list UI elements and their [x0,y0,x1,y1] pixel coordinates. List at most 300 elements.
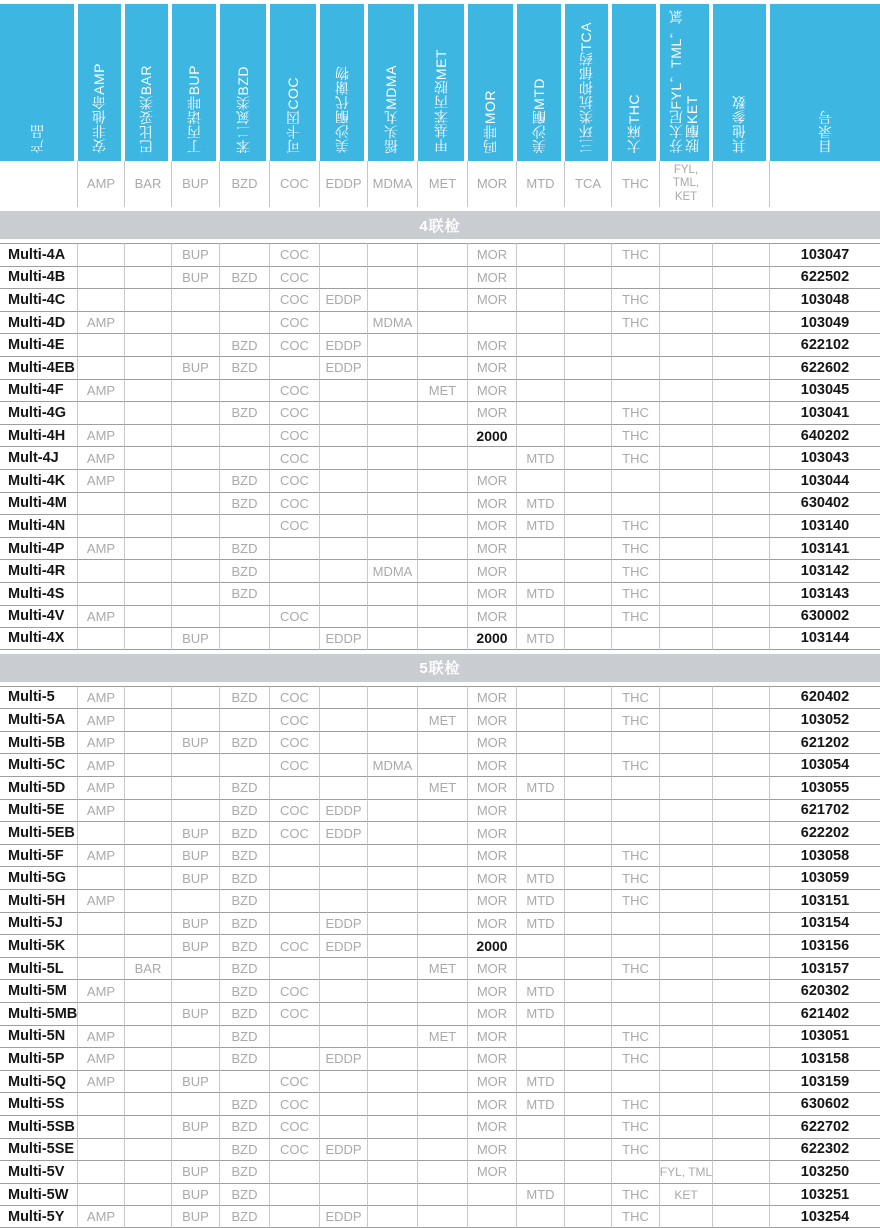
drug-cell-AMP: AMP [78,605,125,628]
drug-cell-MDMA [368,799,418,822]
drug-cell-BUP: BUP [172,1002,220,1025]
drug-cell-MDMA [368,889,418,912]
drug-cell-THC: THC [612,1092,660,1115]
drug-cell-THC: THC [612,1025,660,1048]
drug-cell-TCA [565,776,612,799]
drug-cell-FYL: KET [660,1183,713,1206]
table-row [0,1160,880,1183]
drug-cell-MTD [517,243,565,266]
drug-cell-MET [418,627,468,650]
drug-cell-BZD [220,379,270,402]
drug-cell-AMP [78,1183,125,1206]
table-row [0,844,880,867]
drug-cell-EDDP: EDDP [320,627,368,650]
drug-cell-MET [418,686,468,709]
table-row [0,356,880,379]
drug-cell-EDDP: EDDP [320,1047,368,1070]
drug-cell-MTD [517,708,565,731]
drug-cell-OTHER [713,799,770,822]
drug-cell-TCA [565,844,612,867]
drug-cell-OTHER [713,469,770,492]
drug-cell-COC [270,889,320,912]
product-cell: Multi-5SE [0,1138,78,1161]
drug-cell-EDDP [320,686,368,709]
drug-cell-MTD: MTD [517,776,565,799]
drug-cell-MOR [468,311,517,334]
drug-cell-FYL: FYL, TML [660,1160,713,1183]
drug-cell-BAR [125,1092,172,1115]
drug-cell-TCA [565,446,612,469]
table-header-row [0,4,880,161]
product-cell: Multi-5Y [0,1205,78,1228]
table-row [0,686,880,709]
catalog-cell: 103142 [770,559,880,582]
drug-cell-MTD [517,559,565,582]
drug-cell-MTD: MTD [517,866,565,889]
catalog-cell: 622602 [770,356,880,379]
table-row [0,1183,880,1206]
table-row [0,753,880,776]
drug-cell-MET [418,1183,468,1206]
product-cell: Multi-5L [0,957,78,980]
drug-cell-MTD: MTD [517,1002,565,1025]
drug-cell-BAR [125,356,172,379]
column-header-label-MDMA: 摇头丸MDMA [382,64,399,153]
drug-cell-AMP [78,821,125,844]
drug-cell-EDDP: EDDP [320,912,368,935]
drug-cell-BZD: BZD [220,492,270,515]
drug-cell-FYL [660,401,713,424]
drug-cell-FYL [660,1047,713,1070]
drug-cell-COC: COC [270,379,320,402]
drug-cell-FYL [660,1138,713,1161]
drug-cell-AMP [78,288,125,311]
drug-cell-THC: THC [612,708,660,731]
drug-cell-OTHER [713,1160,770,1183]
drug-cell-MOR: MOR [468,889,517,912]
drug-cell-MET [418,1115,468,1138]
drug-cell-AMP: AMP [78,1205,125,1228]
drug-cell-MTD [517,1025,565,1048]
drug-cell-BUP [172,1047,220,1070]
drug-cell-BUP [172,1025,220,1048]
drug-cell-FYL [660,1025,713,1048]
product-cell: Multi-5K [0,934,78,957]
drug-cell-THC: THC [612,1047,660,1070]
subheader-CAT [770,161,880,207]
drug-cell-MDMA [368,537,418,560]
drug-cell-MET [418,1070,468,1093]
drug-cell-FYL [660,1205,713,1228]
drug-cell-COC [270,844,320,867]
drug-cell-BAR [125,311,172,334]
table-row [0,266,880,289]
drug-cell-BZD: BZD [220,1025,270,1048]
drug-cell-TCA [565,605,612,628]
drug-cell-BZD: BZD [220,957,270,980]
drug-cell-EDDP [320,469,368,492]
product-cell: Multi-4V [0,605,78,628]
drug-cell-AMP: AMP [78,469,125,492]
drug-cell-THC: THC [612,582,660,605]
drug-cell-BUP [172,446,220,469]
drug-cell-MET: MET [418,379,468,402]
drug-cell-FYL [660,1070,713,1093]
catalog-cell: 103048 [770,288,880,311]
column-header-MET [418,4,468,161]
drug-cell-MET: MET [418,708,468,731]
drug-cell-MDMA [368,1160,418,1183]
drug-cell-MOR: MOR [468,1115,517,1138]
drug-cell-FYL [660,799,713,822]
drug-cell-THC: THC [612,957,660,980]
drug-cell-AMP: AMP [78,844,125,867]
product-cell: Multi-4A [0,243,78,266]
column-header-label-BAR: 巴比妥类BAR [138,64,155,153]
drug-cell-TCA [565,492,612,515]
subheader-BUP: BUP [172,161,220,207]
drug-cell-AMP [78,934,125,957]
drug-cell-COC [270,866,320,889]
catalog-cell: 103051 [770,1025,880,1048]
catalog-cell: 103158 [770,1047,880,1070]
drug-cell-MET [418,1092,468,1115]
product-cell: Multi-5EB [0,821,78,844]
drug-cell-OTHER [713,379,770,402]
drug-cell-BUP [172,333,220,356]
drug-cell-FYL [660,514,713,537]
drug-cell-MDMA [368,776,418,799]
drug-cell-THC [612,934,660,957]
drug-cell-BUP [172,979,220,1002]
drug-cell-BUP: BUP [172,1160,220,1183]
drug-cell-EDDP [320,753,368,776]
drug-cell-TCA [565,1115,612,1138]
drug-cell-MTD [517,799,565,822]
drug-cell-MTD [517,401,565,424]
drug-cell-EDDP [320,1025,368,1048]
subheader-COC: COC [270,161,320,207]
drug-cell-MET [418,799,468,822]
drug-cell-BAR [125,1183,172,1206]
drug-cell-THC [612,266,660,289]
drug-cell-COC: COC [270,469,320,492]
drug-cell-MOR: MOR [468,1092,517,1115]
drug-cell-BAR [125,1138,172,1161]
drug-cell-MTD: MTD [517,514,565,537]
drug-cell-BUP [172,889,220,912]
drug-cell-THC [612,1070,660,1093]
catalog-cell: 103055 [770,776,880,799]
drug-cell-MOR: MOR [468,821,517,844]
drug-cell-AMP: AMP [78,686,125,709]
product-cell: Multi-5C [0,753,78,776]
drug-cell-EDDP [320,401,368,424]
drug-cell-EDDP: EDDP [320,821,368,844]
product-cell: Multi-5P [0,1047,78,1070]
drug-cell-BAR [125,1025,172,1048]
drug-cell-TCA [565,288,612,311]
drug-cell-OTHER [713,821,770,844]
drug-cell-FYL [660,889,713,912]
table-row [0,311,880,334]
drug-cell-BZD: BZD [220,912,270,935]
drug-cell-BAR [125,424,172,447]
subheader-THC: THC [612,161,660,207]
drug-cell-MOR: 2000 [468,424,517,447]
drug-cell-OTHER [713,912,770,935]
drug-cell-THC: THC [612,401,660,424]
drug-cell-TCA [565,266,612,289]
product-cell: Multi-5Q [0,1070,78,1093]
drug-cell-BZD: BZD [220,1160,270,1183]
drug-cell-BUP [172,582,220,605]
product-cell: Multi-4S [0,582,78,605]
drug-cell-MTD [517,753,565,776]
drug-cell-MET [418,979,468,1002]
drug-cell-BZD [220,627,270,650]
drug-cell-MOR: MOR [468,1160,517,1183]
drug-cell-BUP: BUP [172,356,220,379]
drug-cell-MOR: MOR [468,333,517,356]
drug-cell-MDMA [368,1183,418,1206]
drug-cell-BZD [220,424,270,447]
drug-cell-COC: COC [270,934,320,957]
drug-cell-BAR [125,401,172,424]
table-row [0,821,880,844]
drug-cell-EDDP: EDDP [320,1138,368,1161]
catalog-cell: 103043 [770,446,880,469]
drug-cell-COC [270,1160,320,1183]
drug-cell-OTHER [713,889,770,912]
table-row [0,627,880,650]
drug-cell-COC: COC [270,821,320,844]
table-row [0,537,880,560]
drug-cell-TCA [565,821,612,844]
column-header-label-MET: 甲基苯丙胺MET [432,49,449,153]
drug-cell-BUP: BUP [172,627,220,650]
catalog-cell: 621702 [770,799,880,822]
drug-cell-BAR [125,776,172,799]
drug-cell-THC [612,776,660,799]
drug-cell-MTD [517,356,565,379]
drug-cell-AMP [78,1160,125,1183]
drug-cell-FYL [660,492,713,515]
subheader-product [0,161,78,207]
drug-cell-EDDP [320,492,368,515]
drug-cell-MTD [517,957,565,980]
drug-cell-BZD: BZD [220,1115,270,1138]
drug-cell-EDDP [320,446,368,469]
drug-cell-FYL [660,1115,713,1138]
drug-cell-FYL [660,1092,713,1115]
table-row [0,1115,880,1138]
catalog-cell: 622202 [770,821,880,844]
drug-cell-AMP [78,912,125,935]
drug-cell-MET [418,288,468,311]
drug-cell-BAR [125,1160,172,1183]
drug-cell-OTHER [713,1047,770,1070]
drug-cell-TCA [565,1070,612,1093]
drug-cell-MDMA [368,356,418,379]
catalog-cell: 103058 [770,844,880,867]
column-header-label-EDDP: 美沙酮代谢物 [333,66,350,153]
drug-cell-MDMA [368,288,418,311]
drug-cell-THC: THC [612,311,660,334]
drug-cell-MTD: MTD [517,446,565,469]
catalog-cell: 103052 [770,708,880,731]
drug-cell-BZD [220,514,270,537]
drug-cell-BAR [125,469,172,492]
drug-cell-BUP: BUP [172,266,220,289]
drug-cell-COC: COC [270,288,320,311]
table-row [0,514,880,537]
drug-cell-OTHER [713,356,770,379]
drug-cell-MOR: MOR [468,266,517,289]
drug-cell-BUP [172,469,220,492]
column-header-TCA [565,4,612,161]
drug-cell-BAR [125,1115,172,1138]
catalog-cell: 621202 [770,731,880,754]
catalog-cell: 640202 [770,424,880,447]
drug-cell-MDMA [368,957,418,980]
drug-cell-BZD: BZD [220,1092,270,1115]
column-header-MOR [468,4,517,161]
drug-cell-MDMA: MDMA [368,559,418,582]
drug-cell-COC: COC [270,605,320,628]
drug-cell-BZD: BZD [220,1138,270,1161]
drug-cell-MDMA [368,446,418,469]
drug-cell-AMP [78,333,125,356]
drug-cell-OTHER [713,1070,770,1093]
drug-cell-MOR: MOR [468,559,517,582]
drug-cell-OTHER [713,582,770,605]
drug-cell-EDDP: EDDP [320,356,368,379]
drug-cell-BZD: BZD [220,979,270,1002]
drug-cell-FYL [660,753,713,776]
drug-cell-BAR [125,844,172,867]
drug-cell-MTD [517,821,565,844]
drug-cell-EDDP [320,537,368,560]
drug-cell-EDDP [320,776,368,799]
drug-cell-MOR: 2000 [468,627,517,650]
drug-cell-MOR: MOR [468,686,517,709]
drug-cell-MDMA [368,934,418,957]
drug-cell-FYL [660,627,713,650]
drug-cell-OTHER [713,1138,770,1161]
drug-cell-BZD [220,311,270,334]
drug-cell-MOR: MOR [468,401,517,424]
drug-cell-TCA [565,912,612,935]
drug-cell-BZD: BZD [220,821,270,844]
drug-cell-OTHER [713,446,770,469]
catalog-cell: 103047 [770,243,880,266]
drug-cell-MOR: MOR [468,469,517,492]
table-row [0,957,880,980]
drug-cell-MOR: MOR [468,1002,517,1025]
drug-cell-OTHER [713,708,770,731]
drug-cell-OTHER [713,731,770,754]
drug-cell-TCA [565,799,612,822]
drug-cell-COC: COC [270,731,320,754]
drug-cell-BZD: BZD [220,1002,270,1025]
drug-cell-BAR [125,627,172,650]
subheader-BAR: BAR [125,161,172,207]
subheader-MTD: MTD [517,161,565,207]
drug-cell-MDMA [368,582,418,605]
column-header-label-BUP: 丁丙诺啡BUP [185,64,202,153]
drug-cell-COC: COC [270,243,320,266]
drug-cell-MET [418,243,468,266]
product-cell: Multi-5J [0,912,78,935]
drug-cell-MDMA [368,627,418,650]
drug-cell-MET [418,753,468,776]
drug-cell-TCA [565,401,612,424]
drug-cell-THC: THC [612,686,660,709]
product-cell: Multi-4P [0,537,78,560]
drug-cell-BUP [172,708,220,731]
drug-cell-OTHER [713,627,770,650]
drug-cell-MOR: MOR [468,605,517,628]
drug-cell-FYL [660,957,713,980]
drug-cell-MET [418,889,468,912]
table-row [0,1205,880,1228]
drug-cell-EDDP [320,979,368,1002]
drug-cell-FYL [660,266,713,289]
drug-cell-MET [418,537,468,560]
catalog-cell: 622702 [770,1115,880,1138]
table-row [0,605,880,628]
drug-cell-BAR [125,708,172,731]
product-cell: Multi-5B [0,731,78,754]
drug-cell-OTHER [713,776,770,799]
drug-cell-MTD [517,934,565,957]
catalog-cell: 103156 [770,934,880,957]
drug-cell-MDMA [368,492,418,515]
subheader-AMP: AMP [78,161,125,207]
drug-cell-THC [612,731,660,754]
drug-cell-COC: COC [270,401,320,424]
drug-cell-MTD: MTD [517,889,565,912]
subheader-FYL: FYL, TML, KET [660,161,713,207]
drug-cell-MDMA [368,686,418,709]
drug-cell-AMP: AMP [78,1070,125,1093]
drug-cell-THC [612,1002,660,1025]
drug-cell-THC [612,333,660,356]
drug-cell-MET [418,446,468,469]
product-cell: Multi-4E [0,333,78,356]
column-header-label-OTHER: 其他参数 [731,95,748,153]
drug-cell-MDMA [368,1070,418,1093]
drug-cell-MDMA [368,424,418,447]
product-cell: Multi-4F [0,379,78,402]
table-row [0,1025,880,1048]
drug-cell-EDDP: EDDP [320,288,368,311]
drug-cell-FYL [660,866,713,889]
drug-cell-TCA [565,243,612,266]
drug-cell-THC: THC [612,514,660,537]
drug-cell-MDMA [368,401,418,424]
drug-cell-COC: COC [270,514,320,537]
drug-cell-BAR [125,582,172,605]
drug-cell-AMP [78,1002,125,1025]
drug-cell-MTD [517,424,565,447]
drug-cell-MDMA [368,1047,418,1070]
drug-cell-THC: THC [612,889,660,912]
drug-cell-BAR [125,333,172,356]
drug-cell-TCA [565,537,612,560]
drug-cell-MOR: MOR [468,1070,517,1093]
